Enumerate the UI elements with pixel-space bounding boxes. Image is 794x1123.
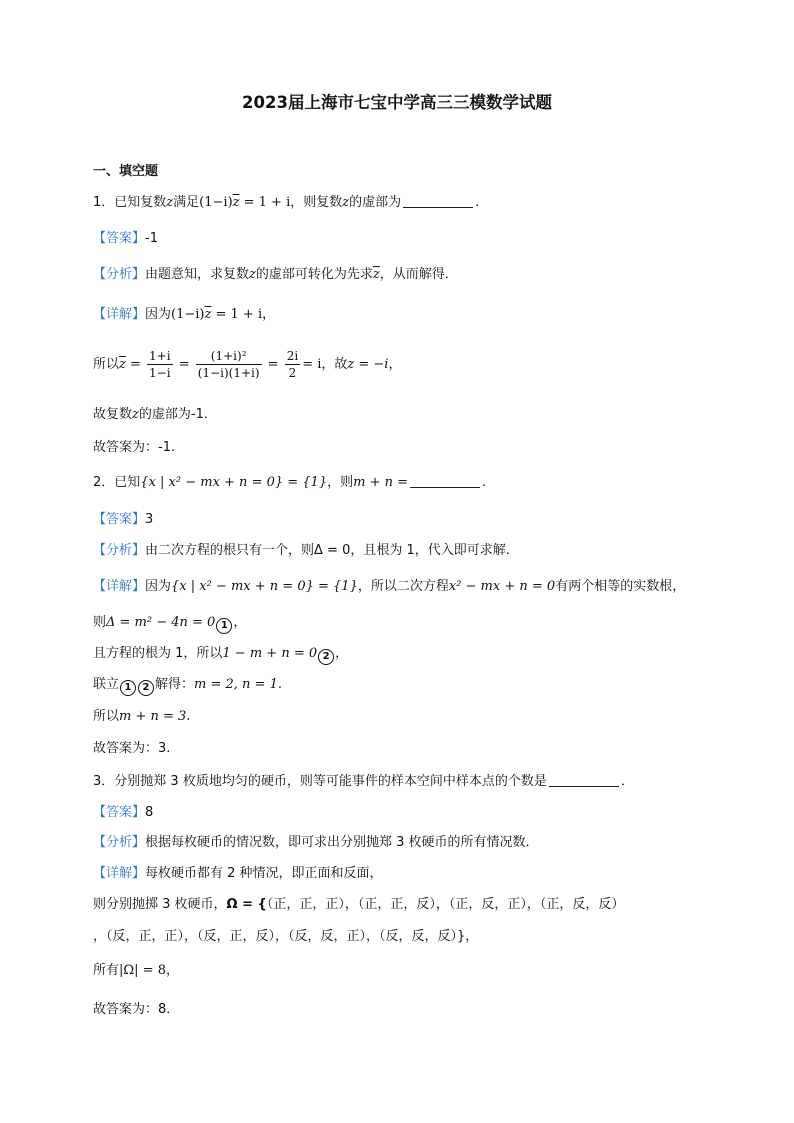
sample-space-line xyxy=(93,928,478,946)
answer-value: -1 xyxy=(145,231,158,246)
question-number: 2． xyxy=(93,475,115,490)
question-text: ． xyxy=(620,774,634,789)
circled-number-2: 2 xyxy=(318,649,334,665)
math-expr: = 1 + i， xyxy=(211,307,276,322)
detail-text: 因为 xyxy=(145,579,172,594)
detail-text: ，所以二次方程 xyxy=(357,579,449,594)
fraction-denominator: 1−i xyxy=(149,366,171,380)
analysis-line xyxy=(93,266,458,284)
math-expr: m + n = xyxy=(353,475,409,490)
answer-value: 3 xyxy=(145,512,154,527)
question-text: 的虚部为 xyxy=(349,195,402,210)
circled-number-1: 1 xyxy=(120,680,136,696)
question-2: 2．已知{x | x² − mx + n = 0} = {1}，则m + n = . xyxy=(93,475,487,490)
sample-space-line xyxy=(93,896,624,914)
analysis-text: ，从而解得． xyxy=(379,267,458,282)
conclusion-line xyxy=(93,406,217,424)
math-conjugate: $\overline{z}$ xyxy=(372,267,380,282)
math-var: z xyxy=(166,195,174,210)
detail-text: 因为 xyxy=(145,307,172,322)
math-conjugate: $\overline{z}$ xyxy=(232,195,240,210)
answer-tag: 【答案】 xyxy=(93,805,146,820)
detail-line xyxy=(93,578,685,596)
question-1: 1．已知复数z满足$(1-i)\overline{z} = 1 + i$，则复数z的虚部为 . xyxy=(93,195,480,210)
derivation-line xyxy=(93,645,348,665)
math-set: {x | x² − mx + n = 0} = {1} xyxy=(171,579,358,594)
answer-line xyxy=(93,511,153,529)
analysis-text: 根据每枚硬币的情况数，即可求出分别抛郑 3 枚硬币的所有情况数． xyxy=(145,835,539,850)
detail-text: 且方程的根为 1，所以 xyxy=(93,646,223,661)
math-expr: m + n = 3. xyxy=(119,709,191,724)
answer-value: 8 xyxy=(145,805,154,820)
detail-text: 有两个相等的实数根， xyxy=(555,579,686,594)
document-title: 2023届上海市七宝中学高三三模数学试题 xyxy=(242,93,552,112)
fraction-denominator: 2 xyxy=(288,366,297,380)
question-text: 已知复数 xyxy=(114,195,167,210)
final-answer: 故答案为：8． xyxy=(93,1002,180,1017)
detail-line xyxy=(93,865,383,883)
derivation-line xyxy=(93,676,282,696)
derivation-line xyxy=(93,962,179,980)
detail-text: ， xyxy=(335,646,349,661)
detail-text: 解得： xyxy=(155,677,195,692)
question-text: 已知 xyxy=(114,475,141,490)
detail-text: 所以 xyxy=(93,709,120,724)
detail-text: 故复数 xyxy=(93,407,133,422)
detail-tag: 【详解】 xyxy=(93,307,146,322)
analysis-text: 由二次方程的根只有一个，则Δ = 0，且根为 1，代入即可求解. xyxy=(145,543,510,558)
question-text: ，则复数 xyxy=(290,195,343,210)
detail-text: ， xyxy=(165,963,179,978)
detail-text: 所有 xyxy=(93,963,120,978)
analysis-tag: 【分析】 xyxy=(93,835,146,850)
fraction xyxy=(285,348,300,381)
detail-text: （正，正，正），（正，正，反），（正，反，正），（正，反，反） xyxy=(266,897,625,912)
analysis-text: 的虚部可转化为先求 xyxy=(255,267,373,282)
question-text: 满足 xyxy=(173,195,200,210)
derivation-line xyxy=(93,614,246,634)
math-expr: x² − mx + n = 0 xyxy=(448,579,556,594)
math-conjugate: $\overline{z}$ xyxy=(204,307,212,322)
question-number: 3． xyxy=(93,774,115,789)
math-var: z xyxy=(249,267,256,282)
math-expr: 1 − m + n = 0 xyxy=(222,646,318,661)
detail-text: 所以 xyxy=(93,357,120,372)
answer-blank xyxy=(403,194,473,208)
detail-tag: 【详解】 xyxy=(93,866,146,881)
answer-tag: 【答案】 xyxy=(93,231,146,246)
answer-line xyxy=(93,230,158,248)
answer-blank xyxy=(410,474,480,488)
math-expr: = 1 + i xyxy=(239,195,291,210)
fraction-numerator: 2i xyxy=(286,349,299,363)
final-answer: 故答案为：-1. xyxy=(93,440,176,455)
detail-text: ， xyxy=(388,357,402,372)
analysis-text: 由题意知，求复数 xyxy=(145,267,250,282)
fraction-denominator: (1−i)(1+i) xyxy=(197,366,260,380)
math-expr: (1−i) xyxy=(199,195,233,210)
detail-text: ，故 xyxy=(321,357,348,372)
fraction xyxy=(196,348,262,381)
fraction-numerator: 1+i xyxy=(149,349,171,363)
detail-tag: 【详解】 xyxy=(93,579,146,594)
detail-text: 联立 xyxy=(93,677,120,692)
math-expr: Ω = { xyxy=(226,897,267,912)
detail-text: 的虚部为-1． xyxy=(138,407,217,422)
detail-text: 则分别抛掷 3 枚硬币， xyxy=(93,897,227,912)
detail-text: 每枚硬币都有 2 种情况，即正面和反面， xyxy=(145,866,383,881)
detail-text: ， xyxy=(233,615,247,630)
circled-number-1: 1 xyxy=(216,618,232,634)
fraction xyxy=(147,348,173,381)
math-set: {x | x² − mx + n = 0} = {1} xyxy=(140,475,328,490)
fraction-numerator: (1+i)² xyxy=(196,348,262,365)
math-expr: (1−i) xyxy=(171,307,205,322)
analysis-line xyxy=(93,834,539,852)
question-text: 分别抛郑 3 枚质地均匀的硬币，则等可能事件的样本空间中样本点的个数是 xyxy=(114,774,547,789)
question-number: 1． xyxy=(93,195,115,210)
detail-line xyxy=(93,306,275,324)
answer-blank xyxy=(549,773,619,787)
detail-text: ，（反，正，正），（反，正，反），（反，反，正），（反，反，反）}， xyxy=(93,929,479,944)
answer-line xyxy=(93,804,153,822)
detail-text: 则 xyxy=(93,615,107,630)
question-3 xyxy=(93,773,634,791)
math-var: z xyxy=(342,195,350,210)
math-expr: = i xyxy=(302,357,322,372)
derivation-line: 所以$\overline{z}$ = $\frac{1+i}{1-i}$ = $\frac{\text{(1+i)²}}{(1-i)(1+i)}$ = $\frac{2i}{2}$ = i，故z = −i， xyxy=(93,349,402,380)
analysis-tag: 【分析】 xyxy=(93,267,146,282)
math-expr: m = 2, n = 1. xyxy=(194,677,282,692)
analysis-line xyxy=(93,542,510,560)
math-expr: Δ = m² − 4n = 0 xyxy=(106,615,216,630)
math-var: z xyxy=(132,407,139,422)
answer-tag: 【答案】 xyxy=(93,512,146,527)
math-expr: |Ω| = 8 xyxy=(119,963,166,978)
circled-number-2: 2 xyxy=(138,680,154,696)
derivation-line xyxy=(93,708,190,726)
math-conjugate: $\overline{z}$ xyxy=(119,357,126,372)
math-expr: z = −i xyxy=(347,357,389,372)
final-answer: 故答案为：3. xyxy=(93,741,171,756)
analysis-tag: 【分析】 xyxy=(93,543,146,558)
question-text: ，则 xyxy=(327,475,354,490)
section-heading: 一、填空题 xyxy=(93,164,159,179)
